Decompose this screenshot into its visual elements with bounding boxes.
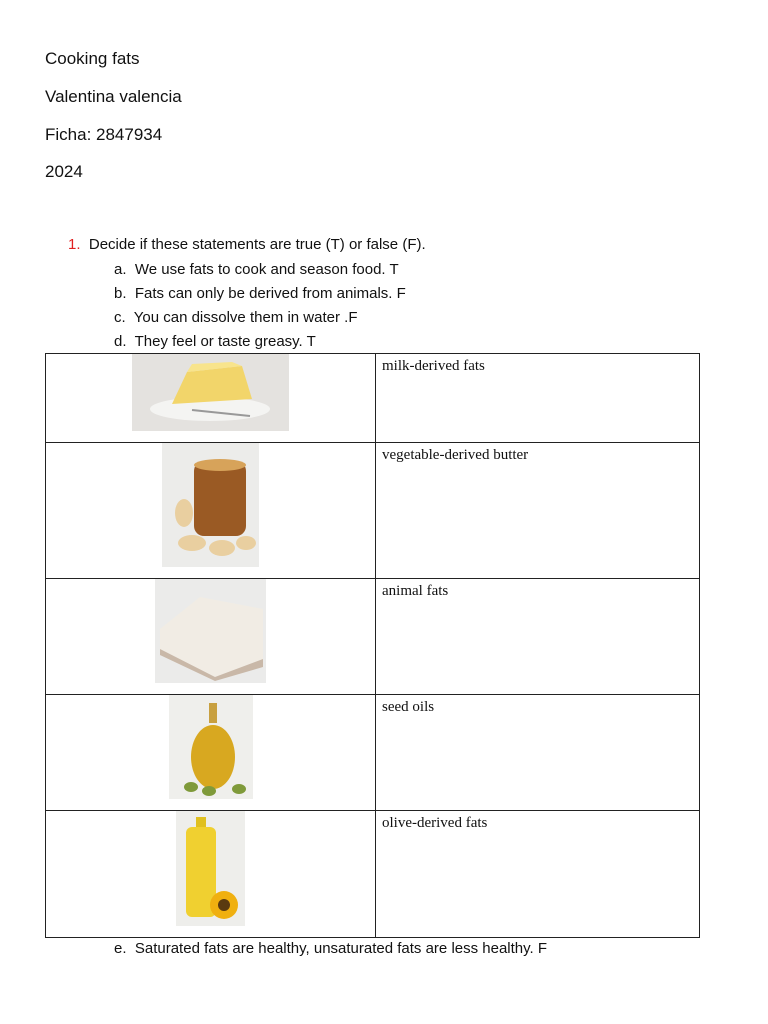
item-text: You can dissolve them in water .F [133, 309, 358, 326]
olive-oil-image [169, 695, 253, 799]
ficha-number: Ficha: 2847934 [45, 125, 163, 144]
item-letter: e. [114, 940, 127, 957]
image-cell [46, 579, 376, 695]
item-letter: d. [114, 333, 127, 350]
statement-c [114, 309, 357, 326]
statement-e [114, 940, 547, 957]
image-cell [46, 443, 376, 579]
peanut-butter-image [162, 443, 259, 567]
item-text: We use fats to cook and season food. T [134, 261, 399, 278]
statement-a [114, 261, 399, 278]
label-cell: vegetable-derived butter [376, 443, 700, 579]
question-prompt: Decide if these statements are true (T) or false (F). [88, 236, 426, 253]
statement-d [114, 333, 316, 350]
document-title: Cooking fats [45, 49, 140, 68]
table-row [46, 695, 700, 811]
item-letter: c. [114, 309, 126, 326]
lard-image [155, 579, 266, 683]
statement-b [114, 285, 406, 302]
item-text: Saturated fats are healthy, unsaturated fats are less healthy. F [134, 940, 548, 957]
label-cell: milk-derived fats [376, 354, 700, 443]
image-cell [46, 354, 376, 443]
label-cell: olive-derived fats [376, 811, 700, 938]
question-1 [68, 236, 426, 253]
sunflower-oil-image [176, 811, 245, 926]
image-cell [46, 695, 376, 811]
fats-table [45, 353, 700, 938]
table-row [46, 579, 700, 695]
table-row [46, 354, 700, 443]
butter-image [132, 354, 289, 431]
table-row [46, 443, 700, 579]
table-row [46, 811, 700, 938]
student-name: Valentina valencia [45, 87, 182, 106]
item-letter: b. [114, 285, 127, 302]
question-number: 1. [68, 236, 81, 253]
item-text: Fats can only be derived from animals. F [134, 285, 406, 302]
year: 2024 [45, 162, 83, 181]
label-cell: animal fats [376, 579, 700, 695]
item-text: They feel or taste greasy. T [134, 333, 316, 350]
item-letter: a. [114, 261, 127, 278]
label-cell: seed oils [376, 695, 700, 811]
image-cell [46, 811, 376, 938]
